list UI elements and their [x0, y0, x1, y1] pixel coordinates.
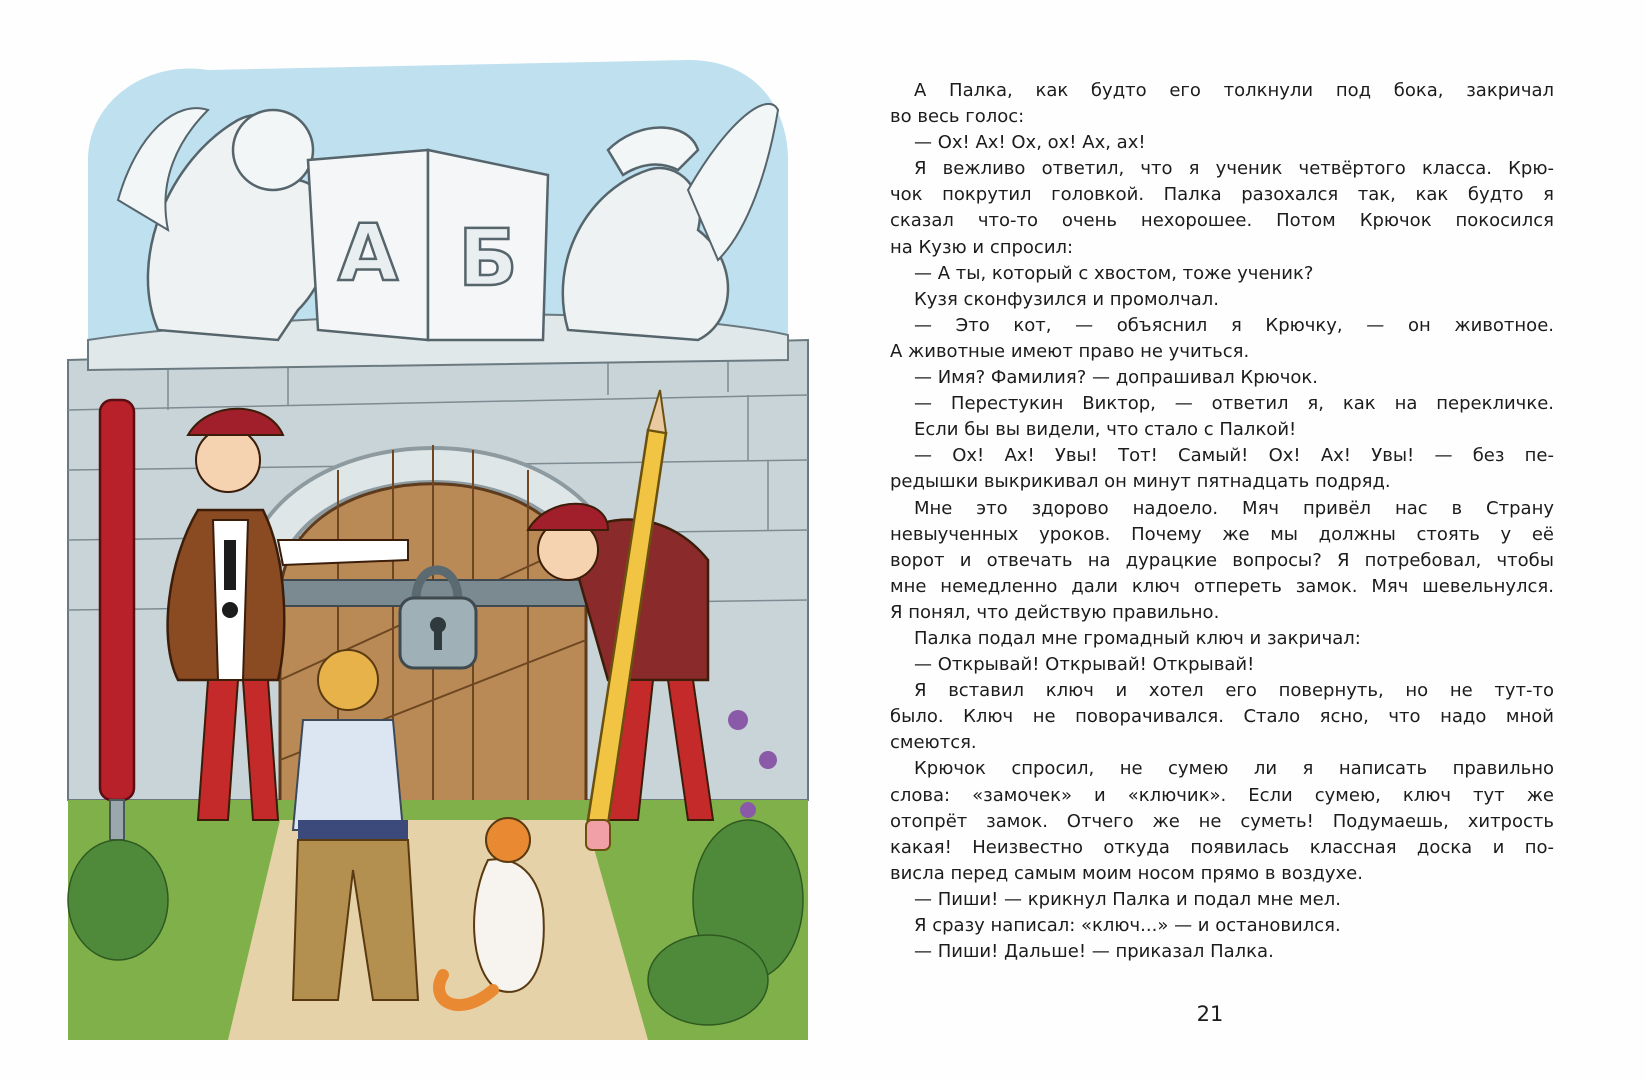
text-line: Мне это здорово надоело. Мяч привёл нас в Страну: [914, 497, 1554, 519]
text-line: чок покрутил головкой. Палка разохался так, как будто я: [890, 184, 1554, 206]
text-line: — А ты, который с хвостом, тоже ученик?: [914, 262, 1314, 284]
text-line: Я понял, что действую правильно.: [890, 601, 1220, 623]
boy-head: [318, 650, 378, 710]
book-illustration: [48, 40, 828, 1040]
text-line: какая! Неизвестно откуда появилась классная доска и по-: [890, 836, 1554, 858]
text-line: — Пиши! Дальше! — приказал Палка.: [914, 941, 1274, 963]
text-line: Палка подал мне громадный ключ и закричал:: [914, 627, 1361, 649]
text-line: висла перед самым моим носом прямо в воздухе.: [890, 862, 1363, 884]
text-line: было. Ключ не поворачивался. Стало ясно, что надо мной: [890, 706, 1554, 728]
text-line: А животные имеют право не учиться.: [890, 340, 1250, 362]
text-line: — Ох! Ах! Ох, ох! Ах, ах!: [914, 132, 1146, 154]
exclamation-mark-icon: [224, 540, 236, 590]
illustration-canvas: [48, 40, 828, 1040]
dirt-path: [228, 820, 648, 1040]
cat-body: [474, 859, 544, 992]
book-letter-a: А: [337, 209, 399, 299]
text-line: Если бы вы видели, что стало с Палкой!: [914, 419, 1297, 441]
text-line: — Это кот, — объяснил я Крючку, — он животное.: [914, 314, 1554, 336]
text-line: Я вежливо ответил, что я ученик четвёртого класса. Крю-: [914, 158, 1554, 180]
text-line: слова: «замочек» и «ключик». Если сумею, ключ тут же: [890, 784, 1554, 806]
text-line: Я вставил ключ и хотел его повернуть, но не тут-то: [914, 680, 1554, 702]
text-line: Кузя сконфузился и промолчал.: [914, 288, 1219, 310]
text-line: невыученных уроков. Почему же мы должны стоять у её: [890, 523, 1554, 545]
text-line: Я сразу написал: «ключ...» — и остановился.: [914, 915, 1341, 936]
text-line: редышки выкрикивал он минут пятнадцать подряд.: [890, 471, 1391, 493]
red-pen: [100, 400, 134, 800]
text-line: Крючок спросил, не сумею ли я написать правильно: [914, 758, 1554, 780]
cat-head: [486, 818, 530, 862]
text-line: мне немедленно дали ключ отпереть замок. Мяч шевельнулся.: [890, 575, 1554, 597]
left-guard-head: [196, 428, 260, 492]
keyhole-slot: [434, 628, 442, 650]
book-letter-b: Б: [458, 214, 518, 304]
text-line: на Кузю и спросил:: [890, 236, 1074, 258]
text-line: — Открывай! Открывай! Открывай!: [914, 654, 1255, 676]
text-line: — Перестукин Виктор, — ответил я, как на перекличке.: [914, 393, 1554, 415]
page-number: 21: [1196, 1002, 1224, 1026]
text-line: — Имя? Фамилия? — допрашивал Крючок.: [914, 367, 1319, 389]
text-line: А Палка, как будто его толкнули под бока, закричал: [914, 80, 1554, 101]
text-line: — Ох! Ах! Увы! Тот! Самый! Ох! Ах! Увы! — без пе-: [914, 445, 1554, 467]
boy-shirt: [293, 720, 403, 830]
pencil-eraser: [586, 820, 610, 850]
pen-nib: [110, 800, 124, 840]
story-text: [890, 78, 1554, 965]
text-line: во весь голос:: [890, 106, 1025, 128]
text-line: сказал что-то очень нехорошее. Потом Крючок покосился: [890, 210, 1554, 232]
lion-head: [233, 110, 313, 190]
text-line: смеются.: [890, 732, 977, 754]
text-line: — Пиши! — крикнул Палка и подал мне мел.: [914, 888, 1341, 910]
exclamation-dot: [222, 602, 238, 618]
text-line: отопрёт замок. Отчего же не суметь! Подумаешь, хитрость: [890, 810, 1554, 832]
boy-belt: [298, 820, 408, 840]
left-guard-arm: [278, 540, 408, 565]
text-line: ворот и отвечать на дурацкие вопросы? Я потребовал, чтобы: [890, 549, 1554, 571]
